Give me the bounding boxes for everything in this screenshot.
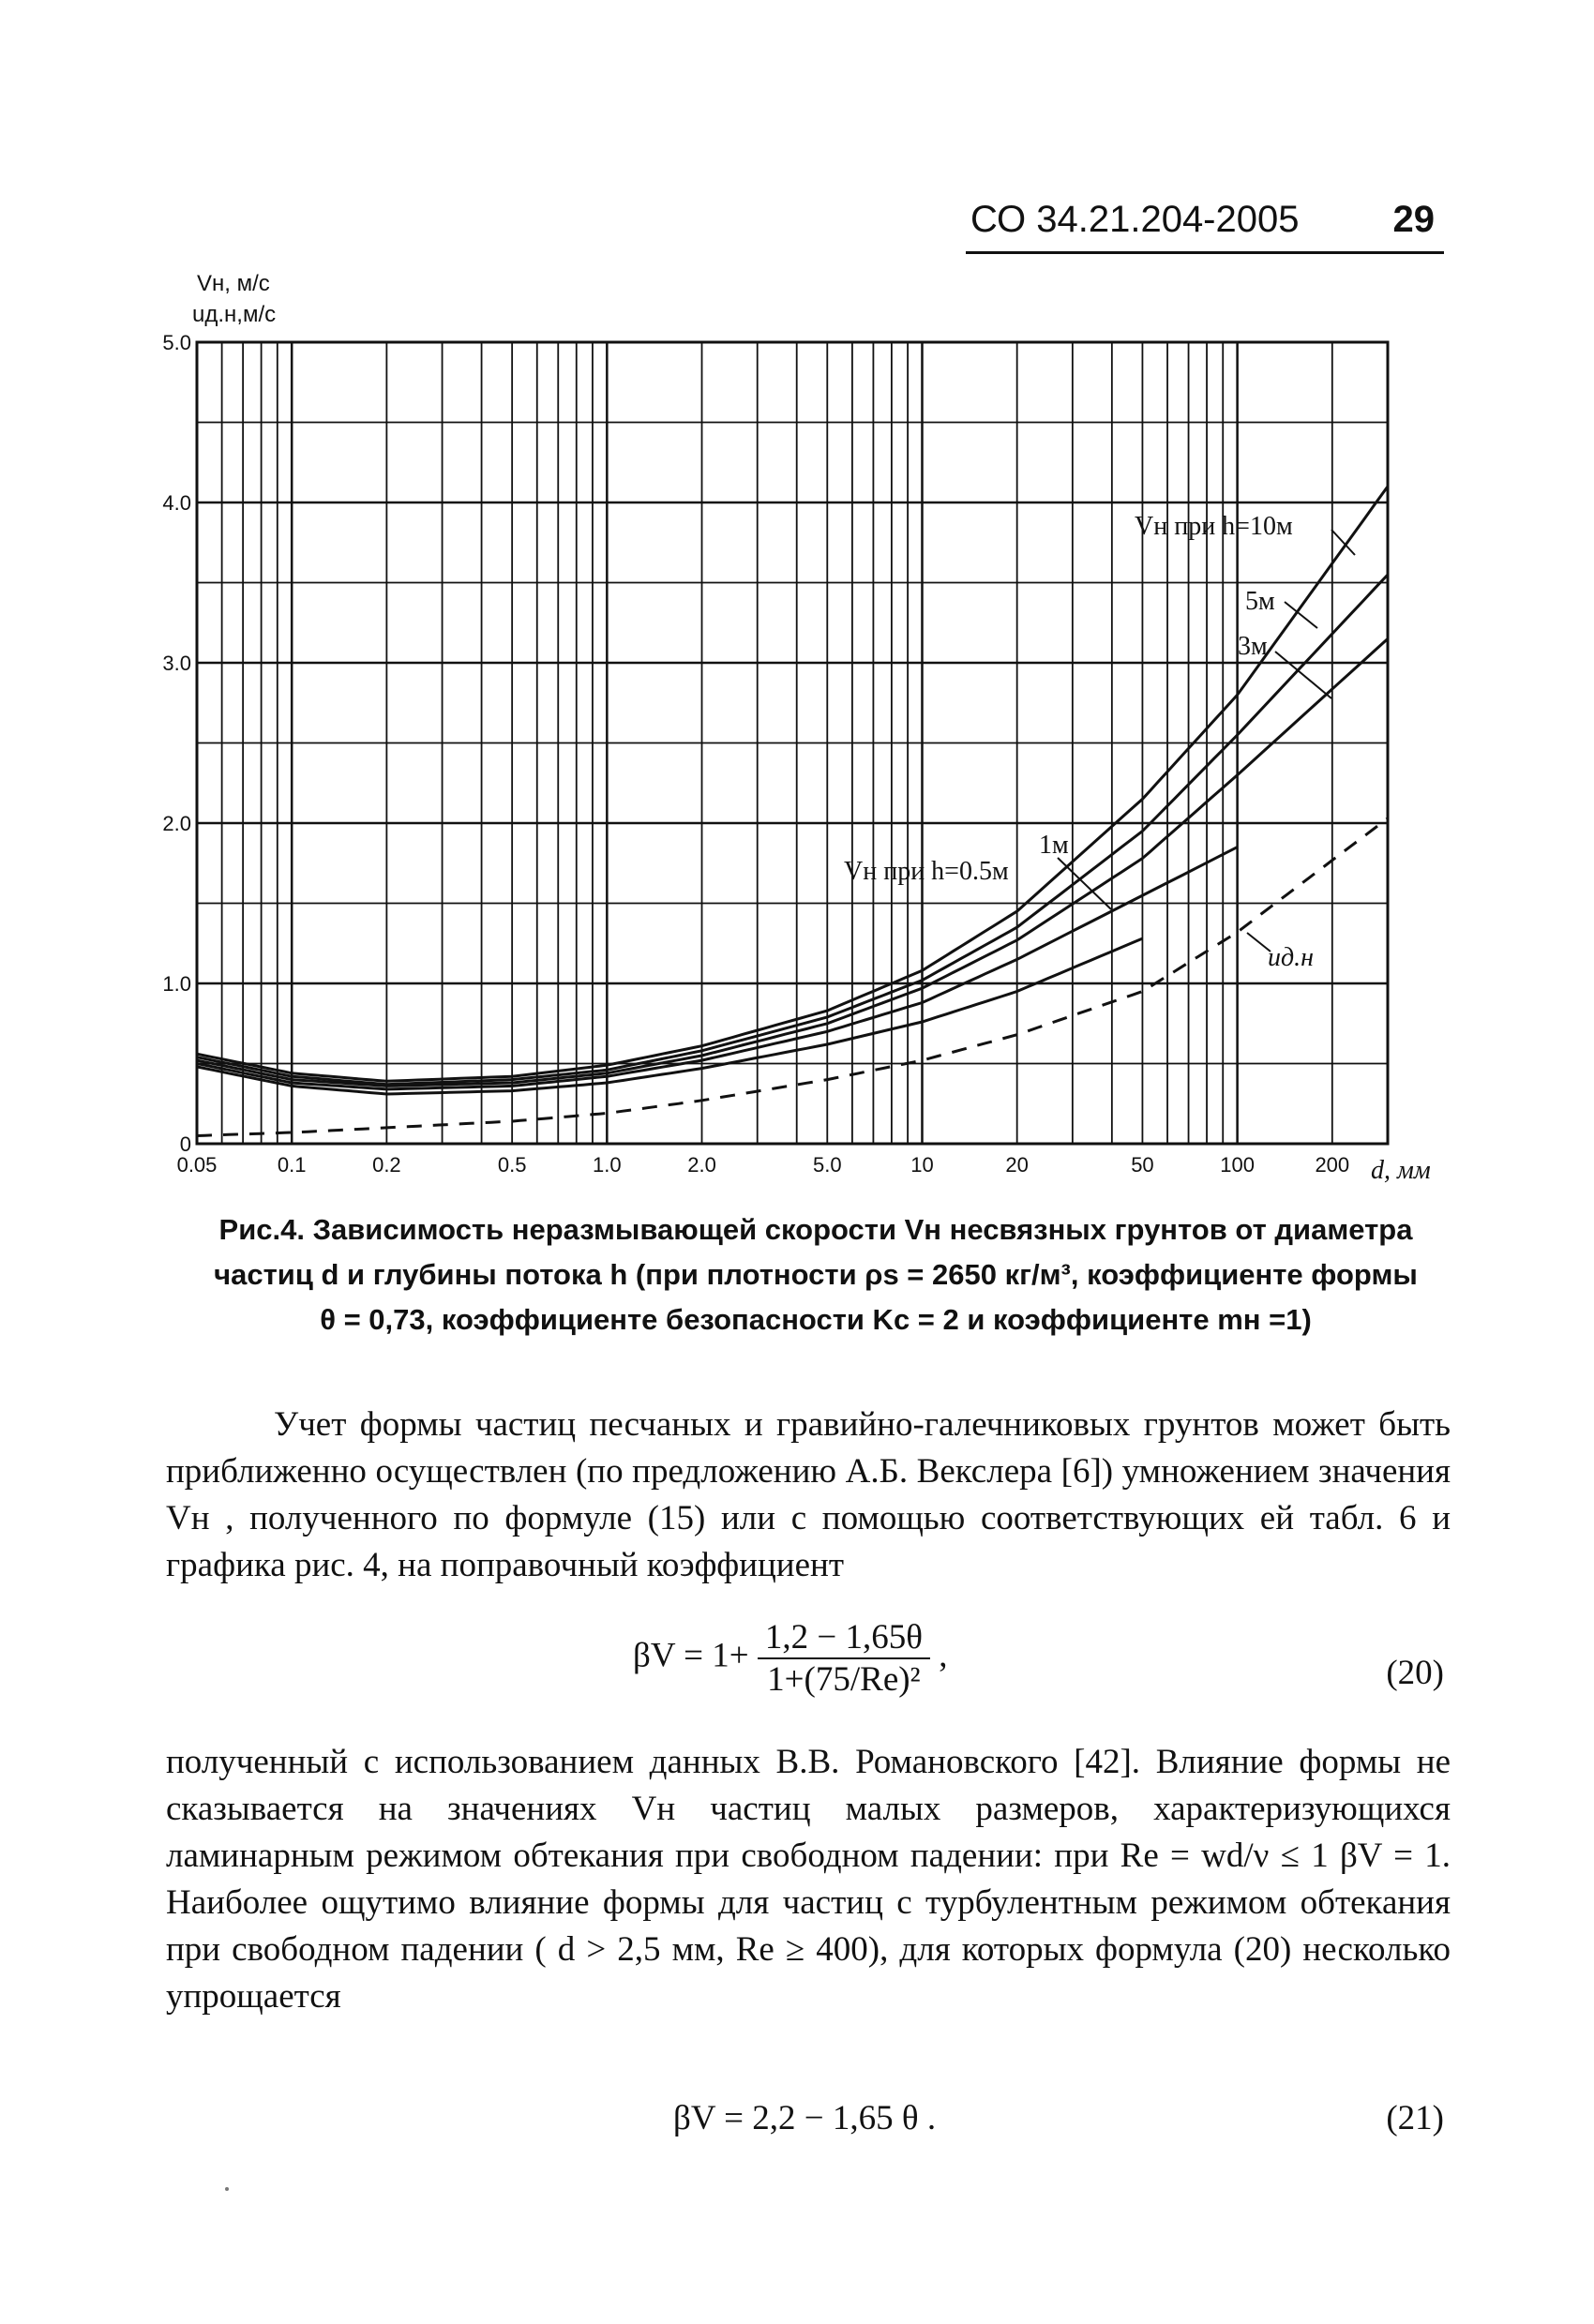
y-tick-label: 1.0 (162, 972, 191, 996)
y-tick-label: 5.0 (162, 331, 191, 354)
x-axis-label: d, мм (1371, 1156, 1431, 1185)
velocity-chart (0, 253, 1594, 1200)
leader-h3 (1275, 652, 1331, 698)
caption-line-1: Рис.4. Зависимость неразмывающей скорости Vн несвязных грунтов от диаметра (218, 1213, 1413, 1246)
leader-h10 (1331, 530, 1355, 555)
series-line-vn (197, 938, 1142, 1094)
eq20-numerator: 1,2 − 1,65θ (758, 1617, 930, 1659)
paragraph-1: Учет формы частиц песчаных и гравийно-галечниковых грунтов может быть приближенно осуществлен (по предложению А.Б. Векслера [6]) умножением значения Vн , полученного по формуле (15) или с помощью соответствующих ей табл. 6 и графика рис. 4, на поправочный коэффициент (166, 1405, 1451, 1584)
series-line-vn (197, 487, 1388, 1081)
annotation-h3: 3м (1238, 632, 1268, 661)
caption-line-2: частиц d и глубины потока h (при плотности ρs = 2650 кг/м³, коэффициенте формы (214, 1258, 1418, 1291)
annotation-h10: Vн при h=10м (1135, 512, 1293, 541)
equation-21-label: (21) (1386, 2099, 1444, 2137)
x-tick-label: 0.05 (176, 1153, 218, 1177)
annotation-h5: 5м (1245, 587, 1275, 616)
annotation-h1: 1м (1039, 831, 1069, 860)
document-code: СО 34.21.204-2005 (970, 199, 1300, 240)
x-tick-label: 200 (1315, 1153, 1350, 1177)
eq20-denominator: 1+(75/Re)² (767, 1660, 921, 1699)
series-line-vn (197, 575, 1388, 1085)
equation-20 (633, 1617, 947, 1700)
page-header (966, 199, 1444, 254)
x-tick-label: 50 (1131, 1153, 1154, 1177)
x-tick-label: 5.0 (812, 1153, 842, 1177)
x-tick-label: 10 (910, 1153, 934, 1177)
x-tick-label: 100 (1220, 1153, 1255, 1177)
paragraph-2 (166, 1739, 1451, 2020)
x-tick-label: 0.5 (497, 1153, 527, 1177)
y-tick-label: 4.0 (162, 491, 191, 515)
page-number: 29 (1392, 199, 1435, 240)
x-tick-label: 20 (1005, 1153, 1029, 1177)
caption-line-3: θ = 0,73, коэффициенте безопасности Kс = 2 и коэффициенте mн =1) (320, 1303, 1312, 1336)
eq20-fraction (758, 1617, 930, 1700)
equation-20-label: (20) (1386, 1654, 1444, 1692)
y-axis-label-line1: Vн, м/с (197, 271, 270, 296)
paragraph-2-part-a: полученный с использованием данных В.В. Романовского [42]. Влияние формы не сказывается на значениях Vн частиц малых размеров, характеризующихся ламинарным режимом обтекания при свободном падении: при (166, 1743, 1451, 1875)
x-tick-label: 0.1 (277, 1153, 307, 1177)
annotation-h05: Vн при h=0.5м (844, 857, 1009, 886)
y-tick-label: 0 (179, 1132, 191, 1156)
paragraph-2-part-b: Re = wd/ν ≤ 1 βV = 1. Наиболее ощутимо влияние формы для частиц с турбулентным режимом обтекания при свободном падении ( d > 2,5 мм, Re ≥ 400), для которых формула (20) несколько упрощается (166, 1837, 1451, 2016)
eq20-lhs: βV = 1+ (633, 1636, 749, 1675)
equation-21: βV = 2,2 − 1,65 θ . (673, 2099, 937, 2137)
x-tick-label: 1.0 (593, 1153, 622, 1177)
chart-grid (197, 342, 1388, 1144)
eq20-tail: , (939, 1636, 948, 1675)
y-tick-label: 3.0 (162, 652, 191, 675)
annotation-udn: uд.н (1268, 943, 1315, 972)
x-tick-label: 0.2 (372, 1153, 401, 1177)
chart-series (197, 487, 1388, 1136)
figure-caption (188, 1207, 1444, 1342)
y-tick-label: 2.0 (162, 812, 191, 835)
x-tick-label: 2.0 (687, 1153, 716, 1177)
chart-ticks (162, 331, 1349, 1177)
leader-udn (1247, 933, 1271, 952)
speck (225, 2187, 229, 2191)
y-axis-label-line2: uд.н,м/с (192, 302, 277, 327)
